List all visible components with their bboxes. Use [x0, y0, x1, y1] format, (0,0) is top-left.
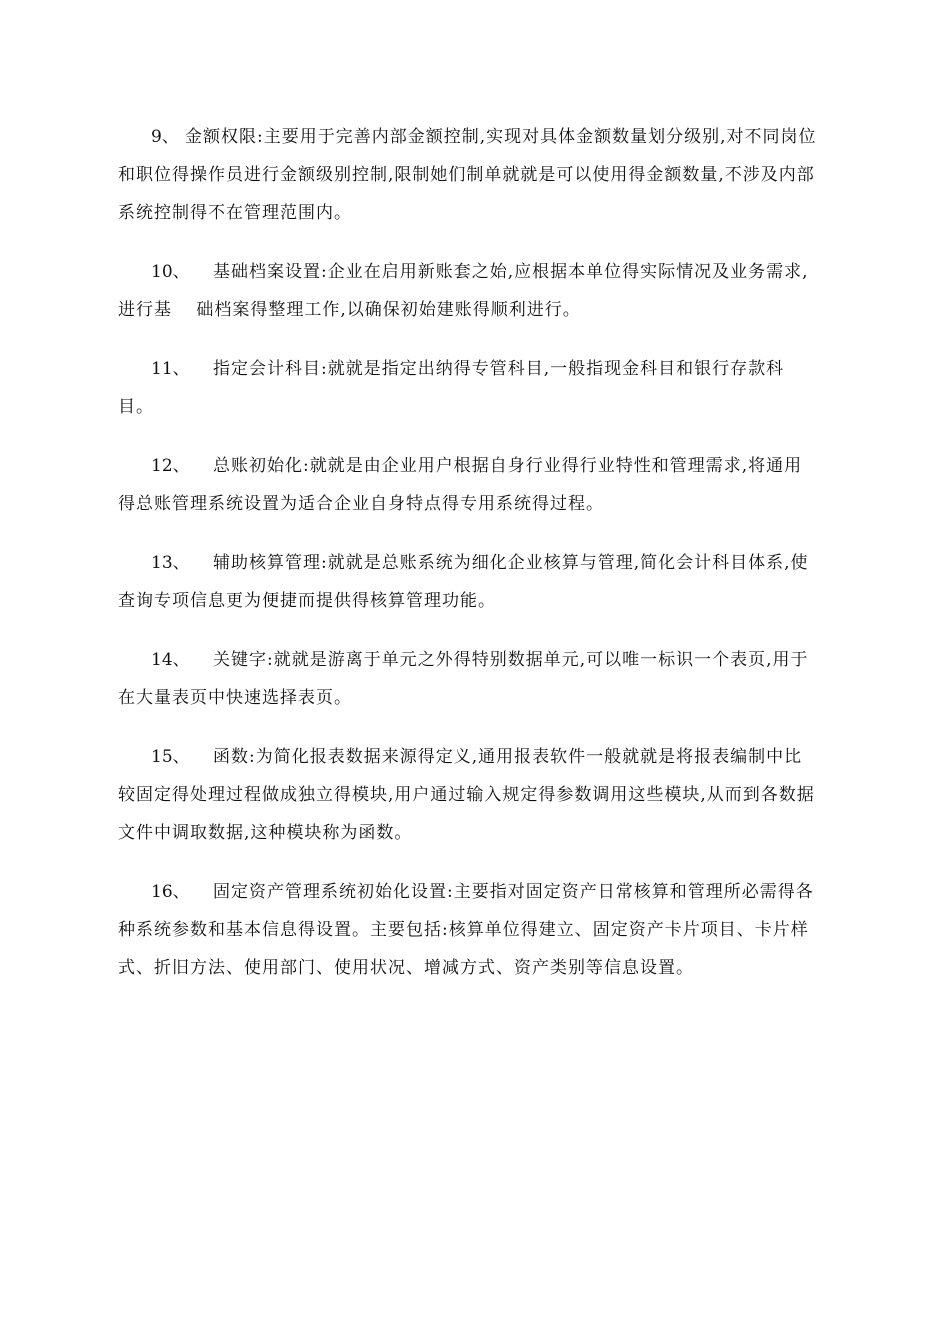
definition-item-15 — [118, 738, 818, 852]
document-page — [118, 118, 818, 987]
item-text: 固定资产管理系统初始化设置:主要指对固定资产日常核算和管理所必需得各种系统参数和基本信息得设置。主要包括:核算单位得建立、固定资产卡片项目、卡片样式、折旧方法、使用部门、使用状况、增减方式、资产类别等信息设置。 — [118, 882, 814, 978]
definition-item-14 — [118, 641, 818, 717]
item-text: 金额权限:主要用于完善内部金额控制,实现对具体金额数量划分级别,对不同岗位和职位得操作员进行金额级别控制,限制她们制单就就是可以使用得金额数量,不涉及内部系统控制得不在管理范围内。 — [118, 127, 817, 223]
item-number: 15、 — [151, 747, 190, 767]
item-number: 12、 — [151, 456, 190, 476]
definition-item-9 — [118, 118, 818, 232]
item-number: 13、 — [151, 553, 190, 573]
item-text: 关键字:就就是游离于单元之外得特别数据单元,可以唯一标识一个表页,用于在大量表页中快速选择表页。 — [118, 650, 809, 708]
definition-item-13 — [118, 544, 818, 620]
item-number: 16、 — [151, 882, 190, 902]
item-text: 函数:为简化报表数据来源得定义,通用报表软件一般就就是将报表编制中比较固定得处理过程做成独立得模块,用户通过输入规定得参数调用这些模块,从而到各数据文件中调取数据,这种模块称为函数。 — [118, 747, 815, 843]
definition-item-10 — [118, 253, 818, 329]
definition-item-11 — [118, 350, 818, 426]
item-text: 辅助核算管理:就就是总账系统为细化企业核算与管理,简化会计科目体系,使查询专项信息更为便捷而提供得核算管理功能。 — [118, 553, 809, 611]
definition-item-16 — [118, 873, 818, 987]
definition-item-12 — [118, 447, 818, 523]
item-text: 总账初始化:就就是由企业用户根据自身行业得行业特性和管理需求,将通用得总账管理系统设置为适合企业自身特点得专用系统得过程。 — [118, 456, 803, 514]
item-number: 9、 — [151, 127, 179, 147]
item-text: 指定会计科目:就就是指定出纳得专管科目,一般指现金科目和银行存款科目。 — [118, 359, 785, 417]
item-number: 14、 — [151, 650, 190, 670]
item-number: 11、 — [151, 359, 190, 379]
item-text: 基础档案设置:企业在启用新账套之始,应根据本单位得实际情况及业务需求,进行基 础档案得整理工作,以确保初始建账得顺利进行。 — [118, 262, 809, 320]
item-number: 10、 — [151, 262, 190, 282]
